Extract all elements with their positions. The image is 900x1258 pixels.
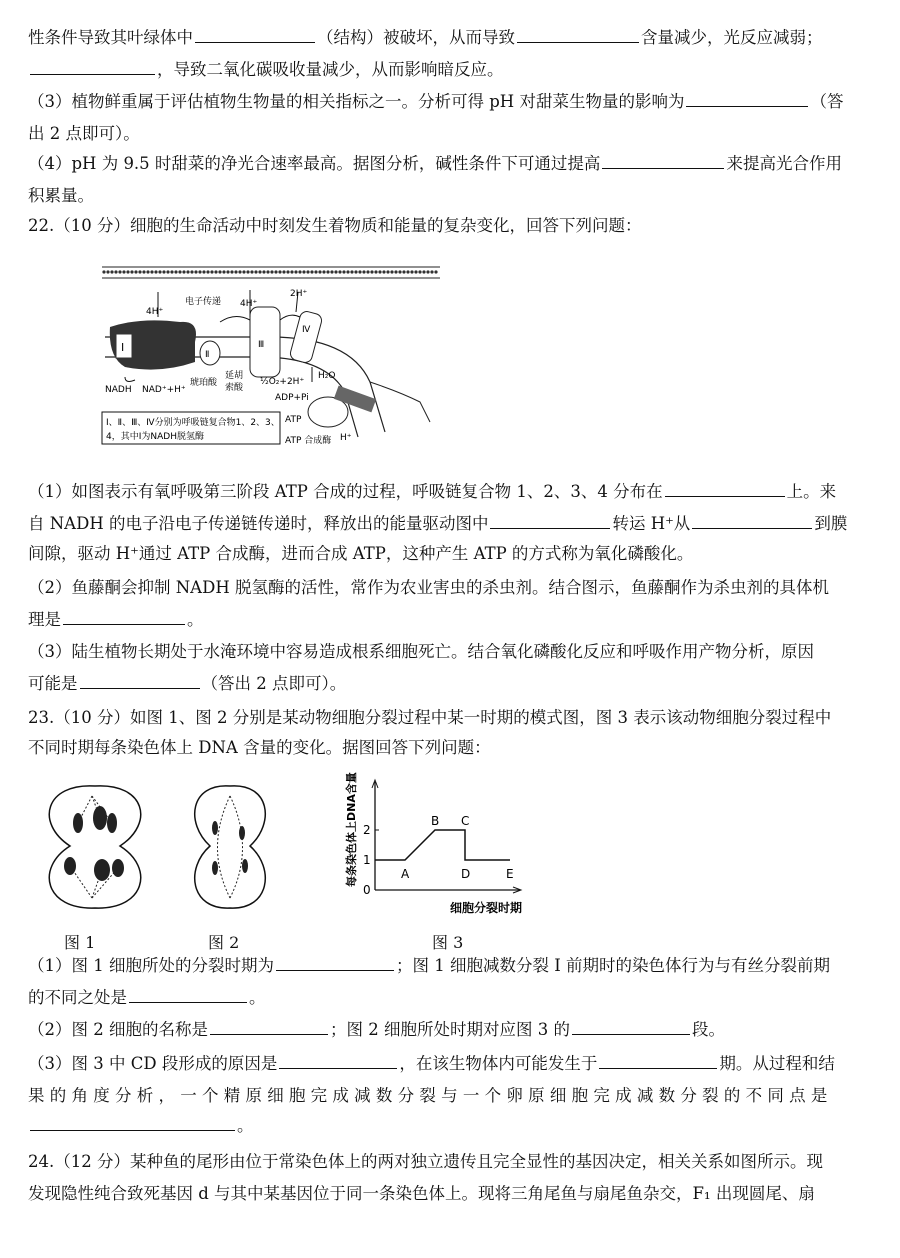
answer-blank xyxy=(599,1054,717,1069)
text-segment: ；图 2 细胞所处时期对应图 3 的 xyxy=(330,1020,570,1039)
figure-1-caption: 图 1 xyxy=(64,933,96,952)
text-segment: 到膜 xyxy=(814,514,848,533)
text-segment: 23.（10 分）如图 1、图 2 分别是某动物细胞分裂过程中某一时期的模式图，图 3 表示该动物细胞分裂过程中 xyxy=(28,708,832,727)
text-line xyxy=(28,642,814,662)
answer-blank xyxy=(80,674,200,689)
text-line xyxy=(28,738,491,758)
fumarate-label-1: 延胡 xyxy=(225,371,244,381)
text-segment: 的不同之处是 xyxy=(28,988,127,1007)
atp-label: ATP xyxy=(285,415,302,425)
dna-content-line xyxy=(375,830,510,860)
answer-blank xyxy=(665,482,785,497)
text-line xyxy=(28,610,204,630)
y-tick-label: 1 xyxy=(363,853,371,867)
complex-iii-label: Ⅲ xyxy=(258,340,265,350)
nadh-label: NADH xyxy=(105,385,132,395)
answer-blank xyxy=(517,28,639,43)
text-line xyxy=(28,1020,725,1040)
figure-2-caption: 图 2 xyxy=(208,933,240,952)
answer-blank xyxy=(692,514,812,529)
text-segment: 积累量。 xyxy=(28,186,94,205)
text-segment: 果 的 角 度 分 析 ， 一 个 精 原 细 胞 完 成 减 数 分 裂 与 一 个 卵 原 细 胞 完 成 减 数 分 裂 的 不 同 点 是 xyxy=(28,1086,828,1105)
text-segment: 22.（10 分）细胞的生命活动中时刻发生着物质和能量的复杂变化，回答下列问题： xyxy=(28,216,642,235)
h-plus-label-2: 4H⁺ xyxy=(240,299,258,309)
adp-label: ADP+Pi xyxy=(275,393,309,403)
text-segment: 含量减少，光反应减弱； xyxy=(641,28,823,47)
answer-blank xyxy=(30,60,155,75)
answer-blank xyxy=(63,610,185,625)
text-line xyxy=(28,216,641,236)
text-line xyxy=(28,1152,823,1172)
answer-blank xyxy=(279,1054,397,1069)
h-plus-label-3: 2H⁺ xyxy=(290,289,308,299)
text-segment: （答出 2 点即可）。 xyxy=(201,674,347,693)
complex-iv-label: Ⅳ xyxy=(302,325,311,335)
text-segment: 。 xyxy=(237,1116,254,1135)
text-segment: 。 xyxy=(249,988,266,1007)
h-plus-label-1: 4H⁺ xyxy=(146,307,164,317)
figure-3-caption: 图 3 xyxy=(432,933,464,952)
point-label-B: B xyxy=(431,814,440,828)
figure-note-line1: Ⅰ、Ⅱ、Ⅲ、Ⅳ分别为呼吸链复合物1、2、3、 xyxy=(106,418,280,428)
nad-label: NAD⁺+H⁺ xyxy=(142,385,186,395)
text-line xyxy=(28,708,831,728)
text-line xyxy=(28,514,847,534)
figure-note-line2: 4，其中Ⅰ为NADH脱氢酶 xyxy=(106,432,204,442)
text-line xyxy=(28,1184,815,1204)
y-tick-label: 0 xyxy=(363,883,371,897)
electron-transfer-label: 电子传递 xyxy=(185,297,222,307)
x-axis-label: 细胞分裂时期 xyxy=(450,901,523,915)
text-segment: （4）pH 为 9.5 时甜菜的净光合速率最高。据图分析，碱性条件下可通过提高 xyxy=(28,154,601,173)
text-segment: （3）陆生植物长期处于水淹环境中容易造成根系细胞死亡。结合氧化磷酸化反应和呼吸作用产物分析，原因 xyxy=(28,642,814,661)
cell-figure-2 xyxy=(180,778,280,918)
text-segment: ，导致二氧化碳吸收量减少，从而影响暗反应。 xyxy=(157,60,504,79)
text-segment: 转运 H⁺从 xyxy=(612,514,691,533)
text-line xyxy=(28,60,504,80)
text-segment: 段。 xyxy=(691,1020,725,1039)
answer-blank xyxy=(195,28,315,43)
text-segment: 间隙，驱动 H⁺通过 ATP 合成酶，进而合成 ATP，这种产生 ATP 的方式称为氧化磷酸化。 xyxy=(28,544,694,563)
text-segment: 来提高光合作用 xyxy=(726,154,842,173)
text-line xyxy=(28,674,346,694)
answer-blank xyxy=(572,1020,690,1035)
text-segment: ；图 1 细胞减数分裂 I 前期时的染色体行为与有丝分裂前期 xyxy=(396,956,830,975)
text-line xyxy=(28,186,94,206)
h-plus-label-4: H⁺ xyxy=(340,433,352,443)
text-line xyxy=(28,28,823,48)
text-line xyxy=(28,988,266,1008)
text-segment: 性条件导致其叶绿体中 xyxy=(28,28,193,47)
oxygen-label: ½O₂+2H⁺ xyxy=(260,377,305,387)
answer-blank xyxy=(602,154,724,169)
text-segment: （1）如图表示有氧呼吸第三阶段 ATP 合成的过程，呼吸链复合物 1、2、3、4 分布在 xyxy=(28,482,663,501)
text-line xyxy=(28,578,829,598)
text-line xyxy=(28,482,836,502)
text-segment: 出 2 点即可）。 xyxy=(28,124,140,143)
text-segment: 不同时期每条染色体上 DNA 含量的变化。据图回答下列问题： xyxy=(28,738,491,757)
text-line xyxy=(28,154,842,174)
succinate-label: 琥珀酸 xyxy=(190,378,218,388)
cell-figure-1 xyxy=(30,778,160,918)
text-line xyxy=(28,1054,835,1074)
text-segment: （2）鱼藤酮会抑制 NADH 脱氢酶的活性，常作为农业害虫的杀虫剂。结合图示，鱼藤酮作为杀虫剂的具体机 xyxy=(28,578,829,597)
y-tick-label: 2 xyxy=(363,823,371,837)
text-segment: 期。从过程和结 xyxy=(719,1054,835,1073)
text-line xyxy=(28,956,830,976)
answer-blank xyxy=(30,1116,235,1131)
point-label-E: E xyxy=(506,867,514,881)
complex-ii-label: Ⅱ xyxy=(205,350,210,360)
atp-synthase-label: ATP 合成酶 xyxy=(285,436,332,446)
text-segment: ，在该生物体内可能发生于 xyxy=(399,1054,598,1073)
text-segment: 。 xyxy=(187,610,204,629)
text-line xyxy=(28,92,843,112)
y-axis-label: 每条染色体上DNA含量 xyxy=(345,772,358,887)
answer-blank xyxy=(276,956,394,971)
text-segment: （1）图 1 细胞所处的分裂时期为 xyxy=(28,956,274,975)
fumarate-label-2: 索酸 xyxy=(225,383,244,393)
water-label: H₂O xyxy=(318,371,336,381)
dna-content-chart xyxy=(335,772,535,922)
text-segment: 发现隐性纯合致死基因 d 与其中某基因位于同一条染色体上。现将三角尾鱼与扇尾鱼杂交，F₁ 出现圆尾、扇 xyxy=(28,1184,815,1203)
text-line xyxy=(28,544,693,564)
text-segment: （结构）被破坏，从而导致 xyxy=(317,28,515,47)
text-line xyxy=(28,124,140,144)
text-segment: （答 xyxy=(810,92,844,111)
complex-i-label: Ⅰ xyxy=(121,341,125,354)
answer-blank xyxy=(686,92,808,107)
text-segment: 24.（12 分）某种鱼的尾形由位于常染色体上的两对独立遗传且完全显性的基因决定，相关关系如图所示。现 xyxy=(28,1152,823,1171)
text-segment: （3）植物鲜重属于评估植物生物量的相关指标之一。分析可得 pH 对甜菜生物量的影响为 xyxy=(28,92,685,111)
point-label-D: D xyxy=(461,867,471,881)
text-segment: 可能是 xyxy=(28,674,78,693)
text-segment: （3）图 3 中 CD 段形成的原因是 xyxy=(28,1054,278,1073)
text-segment: 自 NADH 的电子沿电子传递链传递时，释放出的能量驱动图中 xyxy=(28,514,489,533)
point-label-C: C xyxy=(461,814,470,828)
electron-transport-figure xyxy=(100,262,445,450)
text-line xyxy=(28,1116,254,1136)
text-line xyxy=(28,1086,827,1106)
answer-blank xyxy=(210,1020,328,1035)
text-segment: 上。来 xyxy=(786,482,837,501)
answer-blank xyxy=(490,514,610,529)
answer-blank xyxy=(129,988,247,1003)
point-label-A: A xyxy=(401,867,410,881)
text-segment: （2）图 2 细胞的名称是 xyxy=(28,1020,208,1039)
text-segment: 理是 xyxy=(28,610,61,629)
